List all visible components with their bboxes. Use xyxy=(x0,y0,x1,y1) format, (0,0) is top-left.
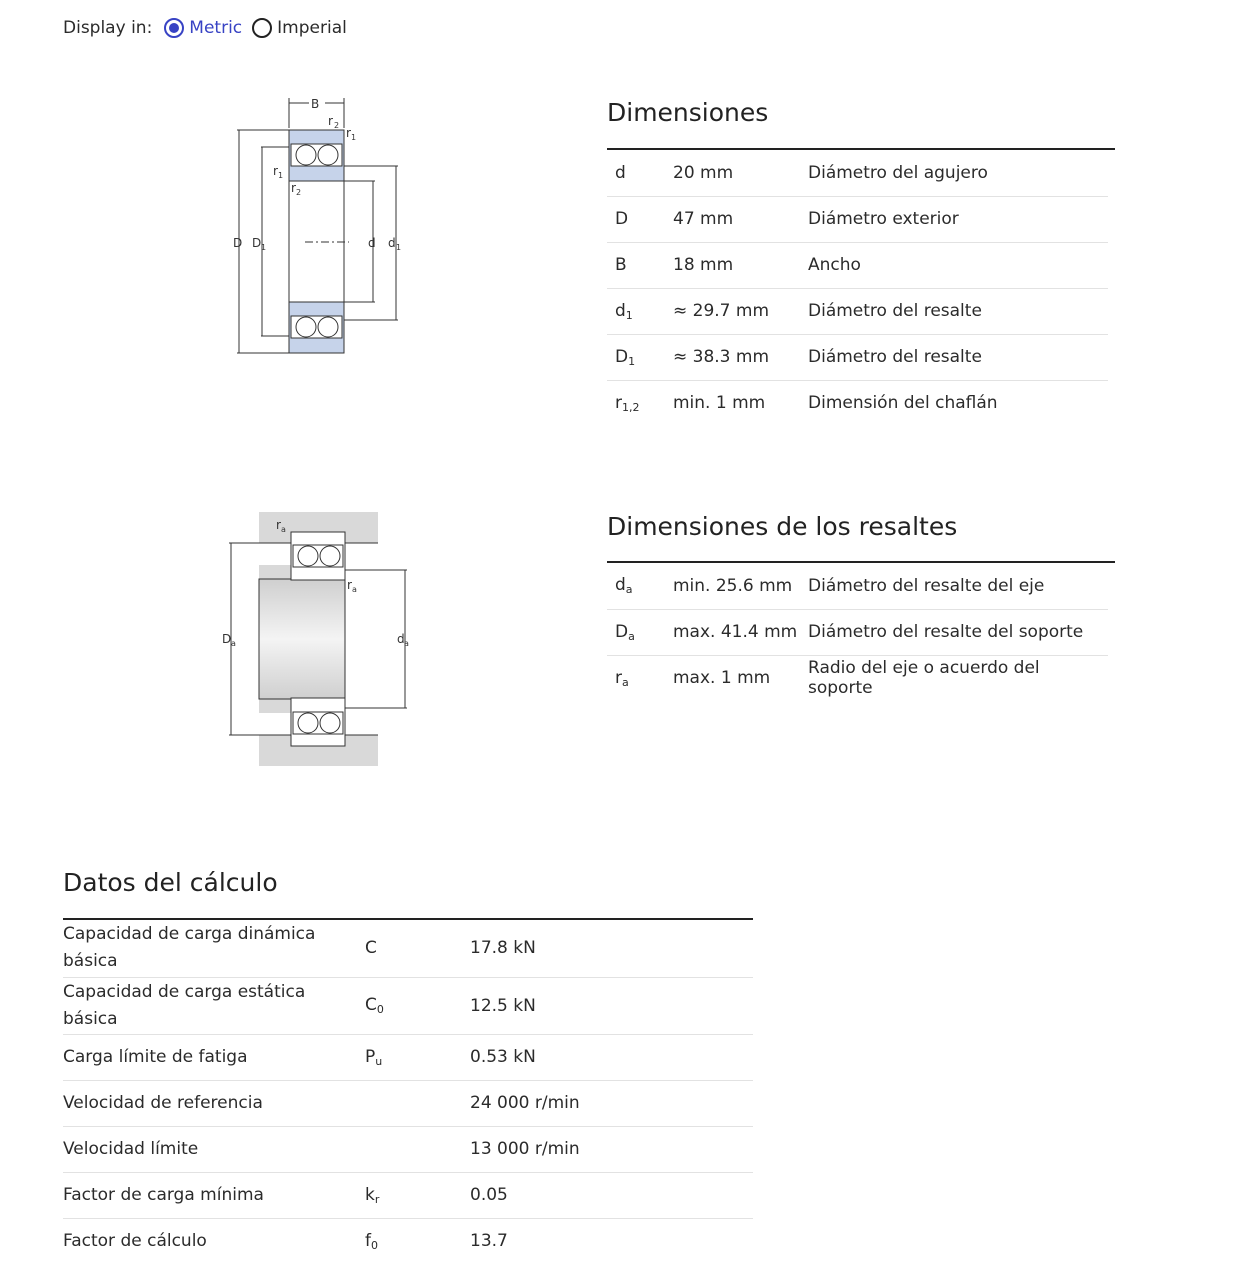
symbol-cell xyxy=(365,1080,470,1126)
symbol-cell xyxy=(607,609,673,655)
symbol: D xyxy=(615,346,629,367)
table-row xyxy=(607,655,1108,701)
symbol: r xyxy=(615,667,622,688)
parameter-name: Velocidad límite xyxy=(63,1126,365,1172)
symbol: d xyxy=(615,575,626,596)
symbol-subscript: 0 xyxy=(371,1238,378,1252)
svg-text:1: 1 xyxy=(261,243,267,252)
table-row xyxy=(607,288,1108,334)
table-row xyxy=(607,380,1108,426)
dim-d-outer-label: D xyxy=(233,236,243,250)
value-cell: ≈ 38.3 mm xyxy=(673,334,808,380)
dim-da-outer-label: D xyxy=(222,632,232,646)
table-row xyxy=(607,150,1108,196)
description-cell: Diámetro del resalte xyxy=(808,288,1108,334)
symbol: D xyxy=(615,209,629,229)
table-row xyxy=(63,1034,753,1080)
description-cell: Diámetro del agujero xyxy=(808,150,1108,196)
symbol-cell xyxy=(365,920,470,977)
dim-da-shaft-label: d xyxy=(397,632,405,646)
symbol-cell xyxy=(607,380,673,426)
table-row xyxy=(63,1218,753,1264)
table-row xyxy=(63,920,753,977)
metric-radio[interactable] xyxy=(164,18,242,38)
svg-text:r: r xyxy=(347,578,352,592)
symbol-subscript: a xyxy=(625,583,633,597)
symbol-cell xyxy=(607,563,673,609)
radio-unselected-icon xyxy=(252,18,272,38)
symbol-cell xyxy=(365,977,470,1034)
value-cell: 18 mm xyxy=(673,242,808,288)
symbol-cell xyxy=(607,655,673,701)
svg-text:1: 1 xyxy=(278,171,284,180)
svg-text:a: a xyxy=(404,639,409,648)
description-cell: Radio del eje o acuerdo del soporte xyxy=(808,658,1040,699)
description-cell: Diámetro del resalte del eje xyxy=(808,563,1108,609)
symbol-cell xyxy=(365,1034,470,1080)
display-in-label: Display in: xyxy=(63,18,153,38)
symbol: d xyxy=(615,162,626,183)
parameter-name: Velocidad de referencia xyxy=(63,1080,365,1126)
symbol-subscript: a xyxy=(622,675,629,689)
symbol: k xyxy=(365,1184,375,1205)
value-cell: 17.8 kN xyxy=(470,920,753,977)
imperial-label: Imperial xyxy=(277,18,347,38)
parameter-name: Factor de cálculo xyxy=(63,1230,207,1251)
table-row xyxy=(607,563,1108,609)
svg-text:r: r xyxy=(291,181,296,195)
symbol-subscript: 1 xyxy=(625,308,633,322)
unit-selector xyxy=(63,16,357,40)
symbol: C xyxy=(365,995,377,1015)
symbol-cell xyxy=(607,242,673,288)
svg-text:d: d xyxy=(388,236,396,250)
symbol-subscript: 1 xyxy=(628,354,636,368)
parameter-name: Carga límite de fatiga xyxy=(63,1034,365,1080)
abutment-dimension-drawing xyxy=(215,510,415,772)
svg-text:D: D xyxy=(252,236,262,250)
symbol: C xyxy=(365,938,377,959)
symbol-cell xyxy=(365,1218,470,1264)
metric-label: Metric xyxy=(189,18,243,38)
parameter-name: Factor de carga mínima xyxy=(63,1172,365,1218)
value-cell: 13 000 r/min xyxy=(470,1126,753,1172)
description-cell: Diámetro del resalte xyxy=(808,334,1108,380)
value-cell: 13.7 xyxy=(470,1231,508,1252)
dim-b-label: B xyxy=(311,97,320,111)
symbol-subscript: a xyxy=(628,629,635,643)
abutment-table xyxy=(607,563,1108,701)
symbol-cell xyxy=(607,196,673,242)
description-cell: Dimensión del chaflán xyxy=(808,393,998,414)
table-row xyxy=(607,196,1108,242)
svg-text:r: r xyxy=(273,164,278,178)
value-cell: 0.05 xyxy=(470,1172,753,1218)
symbol-cell xyxy=(607,150,673,196)
symbol: P xyxy=(365,1046,376,1067)
symbol: D xyxy=(615,621,629,642)
symbol-subscript: r xyxy=(374,1192,380,1206)
symbol-cell xyxy=(607,288,673,334)
value-cell: 47 mm xyxy=(673,196,808,242)
table-row xyxy=(607,609,1108,655)
value-cell: 20 mm xyxy=(673,150,808,196)
svg-text:2: 2 xyxy=(296,188,302,197)
symbol: f xyxy=(365,1230,371,1251)
symbol-cell xyxy=(607,334,673,380)
value-cell: max. 1 mm xyxy=(673,668,771,689)
calc-title: Datos del cálculo xyxy=(63,868,278,897)
parameter-name: Capacidad de carga estática básica xyxy=(63,977,365,1034)
value-cell: ≈ 29.7 mm xyxy=(673,288,808,334)
table-row xyxy=(63,1172,753,1218)
svg-text:2: 2 xyxy=(334,121,340,130)
bearing-dimension-drawing xyxy=(225,92,420,362)
value-cell: min. 25.6 mm xyxy=(673,563,808,609)
value-cell: max. 41.4 mm xyxy=(673,609,808,655)
table-row xyxy=(607,334,1108,380)
symbol-subscript: 0 xyxy=(376,1003,384,1016)
symbol-cell xyxy=(365,1172,470,1218)
dimensions-table xyxy=(607,150,1108,426)
svg-text:a: a xyxy=(231,639,236,648)
value-cell: 12.5 kN xyxy=(470,977,753,1034)
symbol: B xyxy=(615,255,627,275)
svg-text:r: r xyxy=(328,114,333,128)
table-row xyxy=(63,977,753,1034)
symbol-cell xyxy=(365,1126,470,1172)
description-cell: Diámetro exterior xyxy=(808,196,1108,242)
value-cell: 24 000 r/min xyxy=(470,1080,753,1126)
parameter-name: Capacidad de carga dinámica básica xyxy=(63,920,365,977)
svg-text:a: a xyxy=(281,525,286,534)
description-cell: Ancho xyxy=(808,242,1108,288)
table-row xyxy=(63,1126,753,1172)
calc-table xyxy=(63,920,753,1264)
dim-d-bore-label: d xyxy=(368,236,376,250)
description-cell: Diámetro del resalte del soporte xyxy=(808,609,1108,655)
svg-text:r: r xyxy=(276,518,281,532)
dimensions-title: Dimensiones xyxy=(607,98,769,127)
svg-text:a: a xyxy=(352,585,357,594)
imperial-radio[interactable] xyxy=(252,18,347,38)
value-cell: min. 1 mm xyxy=(673,393,766,414)
svg-text:1: 1 xyxy=(351,133,357,142)
symbol-subscript: u xyxy=(375,1054,383,1068)
abutment-title: Dimensiones de los resaltes xyxy=(607,512,958,541)
value-cell: 0.53 kN xyxy=(470,1034,753,1080)
svg-text:1: 1 xyxy=(396,243,402,252)
radio-selected-icon xyxy=(164,18,184,38)
symbol: d xyxy=(615,300,626,321)
table-row xyxy=(63,1080,753,1126)
symbol-subscript: 1,2 xyxy=(622,400,640,414)
table-row xyxy=(607,242,1108,288)
svg-text:r: r xyxy=(346,126,351,140)
symbol: r xyxy=(615,392,622,413)
